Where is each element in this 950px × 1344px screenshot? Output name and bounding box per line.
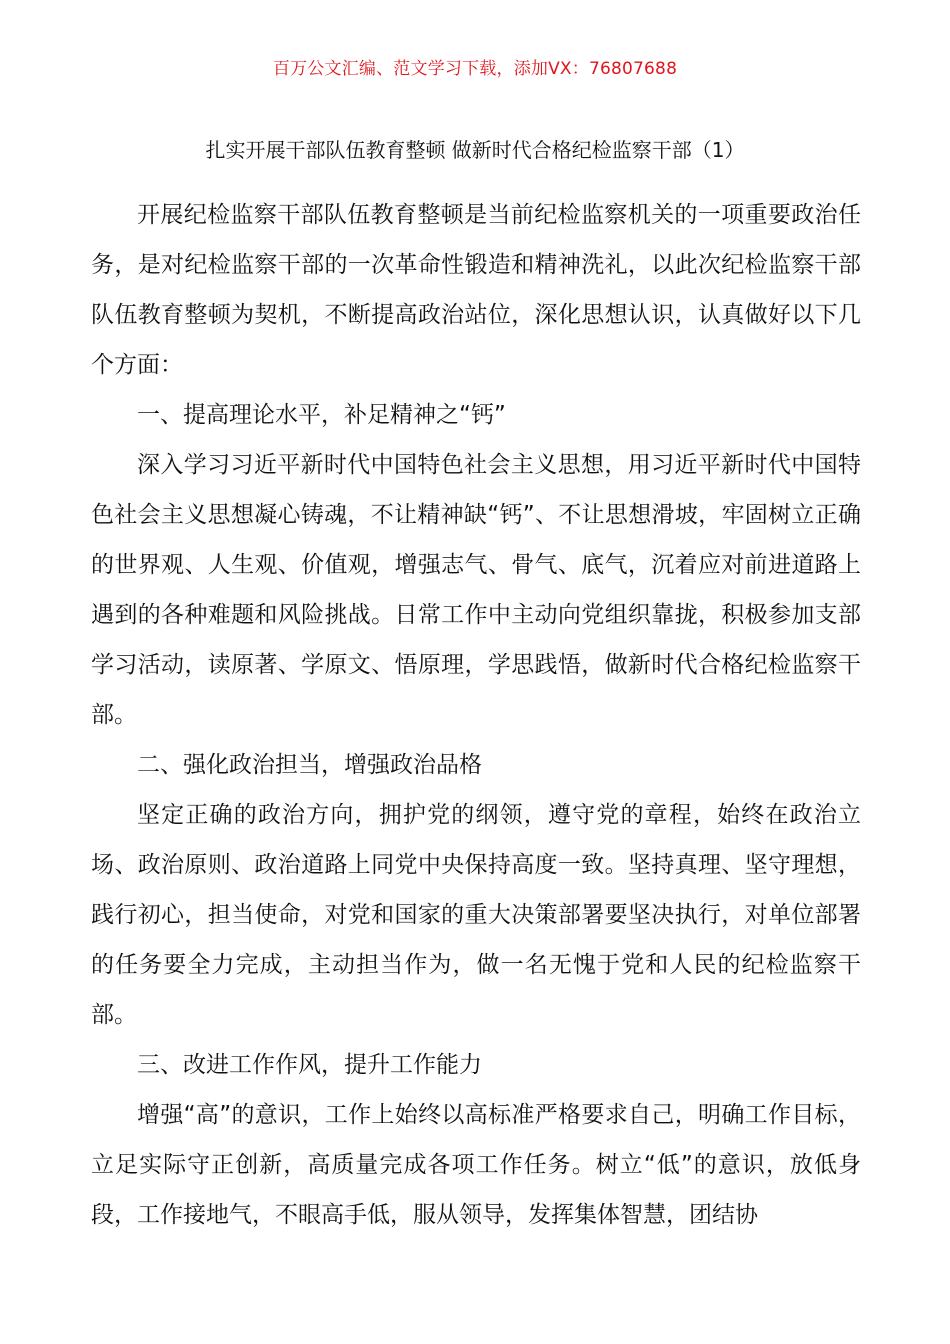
intro-paragraph: 开展纪检监察干部队伍教育整顿是当前纪检监察机关的一项重要政治任务，是对纪检监察干部的一次革命性锻造和精神洗礼，以此次纪检监察干部队伍教育整顿为契机，不断提高政治站位，深化思想认识，认真做好以下几个方面：	[91, 202, 861, 378]
document-body	[91, 190, 861, 1240]
section-1-heading: 一、提高理论水平，补足精神之“钙”	[137, 402, 506, 428]
section-3-heading: 三、改进工作作风，提升工作能力	[137, 1052, 482, 1078]
section-3-paragraph: 增强“高”的意识，工作上始终以高标准严格要求自己，明确工作目标，立足实际守正创新，高质量完成各项工作任务。树立“低”的意识，放低身段，工作接地气，不眼高手低，服从领导，发挥集体智慧，团结协	[91, 1102, 861, 1228]
header-watermark-note: 百万公文汇编、范文学习下载，添加VX：76807688	[272, 59, 678, 79]
section-1-paragraph: 深入学习习近平新时代中国特色社会主义思想，用习近平新时代中国特色社会主义思想凝心铸魂，不让精神缺“钙”、不让思想滑坡，牢固树立正确的世界观、人生观、价值观，增强志气、骨气、底气，沉着应对前进道路上遇到的各种难题和风险挑战。日常工作中主动向党组织靠拢，积极参加支部学习活动，读原著、学原文、悟原理，学思践悟，做新时代合格纪检监察干部。	[91, 452, 861, 728]
section-2-heading: 二、强化政治担当，增强政治品格	[137, 752, 482, 778]
section-2-paragraph: 坚定正确的政治方向，拥护党的纲领，遵守党的章程，始终在政治立场、政治原则、政治道路上同党中央保持高度一致。坚持真理、坚守理想，践行初心，担当使命，对党和国家的重大决策部署要坚决执行，对单位部署的任务要全力完成，主动担当作为，做一名无愧于党和人民的纪检监察干部。	[91, 802, 861, 1028]
document-title: 扎实开展干部队伍教育整顿 做新时代合格纪检监察干部（1）	[205, 138, 745, 162]
